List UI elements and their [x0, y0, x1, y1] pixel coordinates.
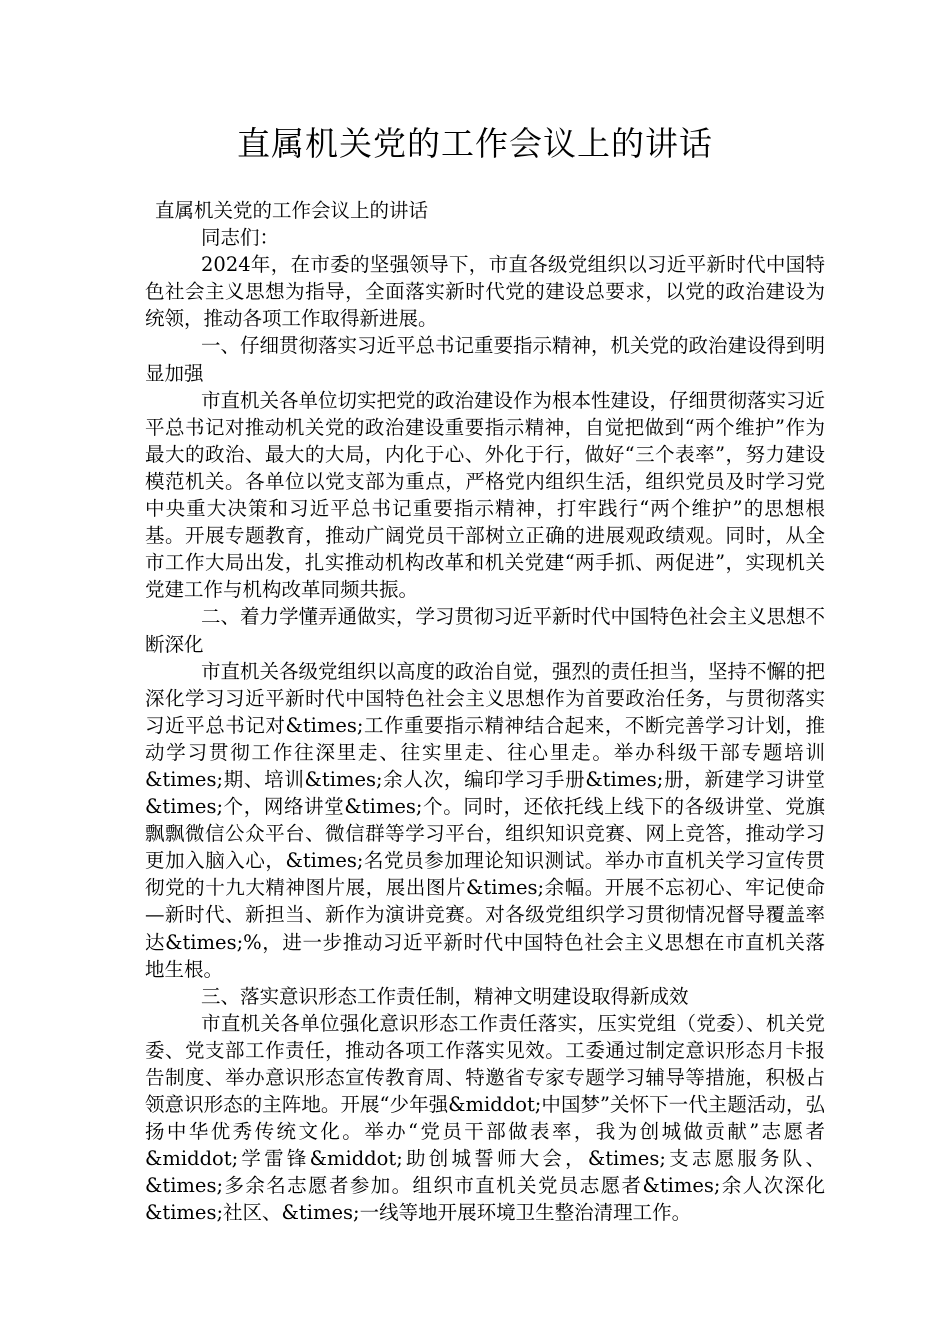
section-heading-2: 二、着力学懂弄通做实，学习贯彻习近平新时代中国特色社会主义思想不断深化	[145, 605, 826, 656]
greeting: 同志们：	[201, 226, 280, 250]
document-subtitle: 直属机关党的工作会议上的讲话	[155, 199, 429, 222]
section-heading-3: 三、落实意识形态工作责任制，精神文明建设取得新成效	[201, 984, 689, 1008]
paragraph-section-2: 市直机关各级党组织以高度的政治自觉，强烈的责任担当，坚持不懈的把深化学习习近平新时代中国特色社会主义思想作为首要政治任务，与贯彻落实习近平总书记对&times;工作重要指示精神结合起来，不断完善学习计划，推动学习贯彻工作往深里走、往实里走、往心里走。举办科级干部专题培训&times;期、培训&times;余人次，编印学习手册&times;册，新建学习讲堂&times;个，网络讲堂&times;个。同时，还依托线上线下的各级讲堂、党旗飘飘微信公众平台、微信群等学习平台，组织知识竞赛、网上竞答，推动学习更加入脑入心，&times;名党员参加理论知识测试。举办市直机关学习宣传贯彻党的十九大精神图片展，展出图片&times;余幅。开展不忘初心、牢记使命—新时代、新担当、新作为演讲竞赛。对各级党组织学习贯彻情况督导覆盖率达&times;%，进一步推动习近平新时代中国特色社会主义思想在市直机关落地生根。	[145, 659, 826, 981]
paragraph-section-3: 市直机关各单位强化意识形态工作责任落实，压实党组（党委）、机关党委、党支部工作责任，推动各项工作落实见效。工委通过制定意识形态月卡报告制度、举办意识形态宣传教育周、特邀省专家专题学习辅导等措施，积极占领意识形态的主阵地。开展“少年强&middot;中国梦”关怀下一代主题活动，弘扬中华优秀传统文化。举办“党员干部做表率，我为创城做贡献”志愿者&middot;学雷锋&middot;助创城誓师大会，&times;支志愿服务队、&times;多余名志愿者参加。组织市直机关党员志愿者&times;余人次深化&times;社区、&times;一线等地开展环境卫生整治清理工作。	[145, 1011, 825, 1225]
document-body	[145, 197, 825, 1227]
paragraph-intro: 2024年，在市委的坚强领导下，市直各级党组织以习近平新时代中国特色社会主义思想为指导，全面落实新时代党的建设总要求，以党的政治建设为统领，推动各项工作取得新进展。	[145, 253, 825, 331]
paragraph-section-1: 市直机关各单位切实把党的政治建设作为根本性建设，仔细贯彻落实习近平总书记对推动机关党的政治建设重要指示精神，自觉把做到“两个维护”作为最大的政治、最大的大局，内化于心、外化于行，做好“三个表率”，努力建设模范机关。各单位以党支部为重点，严格党内组织生活，组织党员及时学习党中央重大决策和习近平总书记重要指示精神，打牢践行“两个维护”的思想根基。开展专题教育，推动广阔党员干部树立正确的进展观政绩观。同时，从全市工作大局出发，扎实推动机构改革和机关党建“两手抓、两促进”，实现机关党建工作与机构改革同频共振。	[145, 388, 826, 602]
document-title: 直属机关党的工作会议上的讲话	[237, 124, 713, 163]
section-heading-1: 一、仔细贯彻落实习近平总书记重要指示精神，机关党的政治建设得到明显加强	[145, 334, 826, 385]
